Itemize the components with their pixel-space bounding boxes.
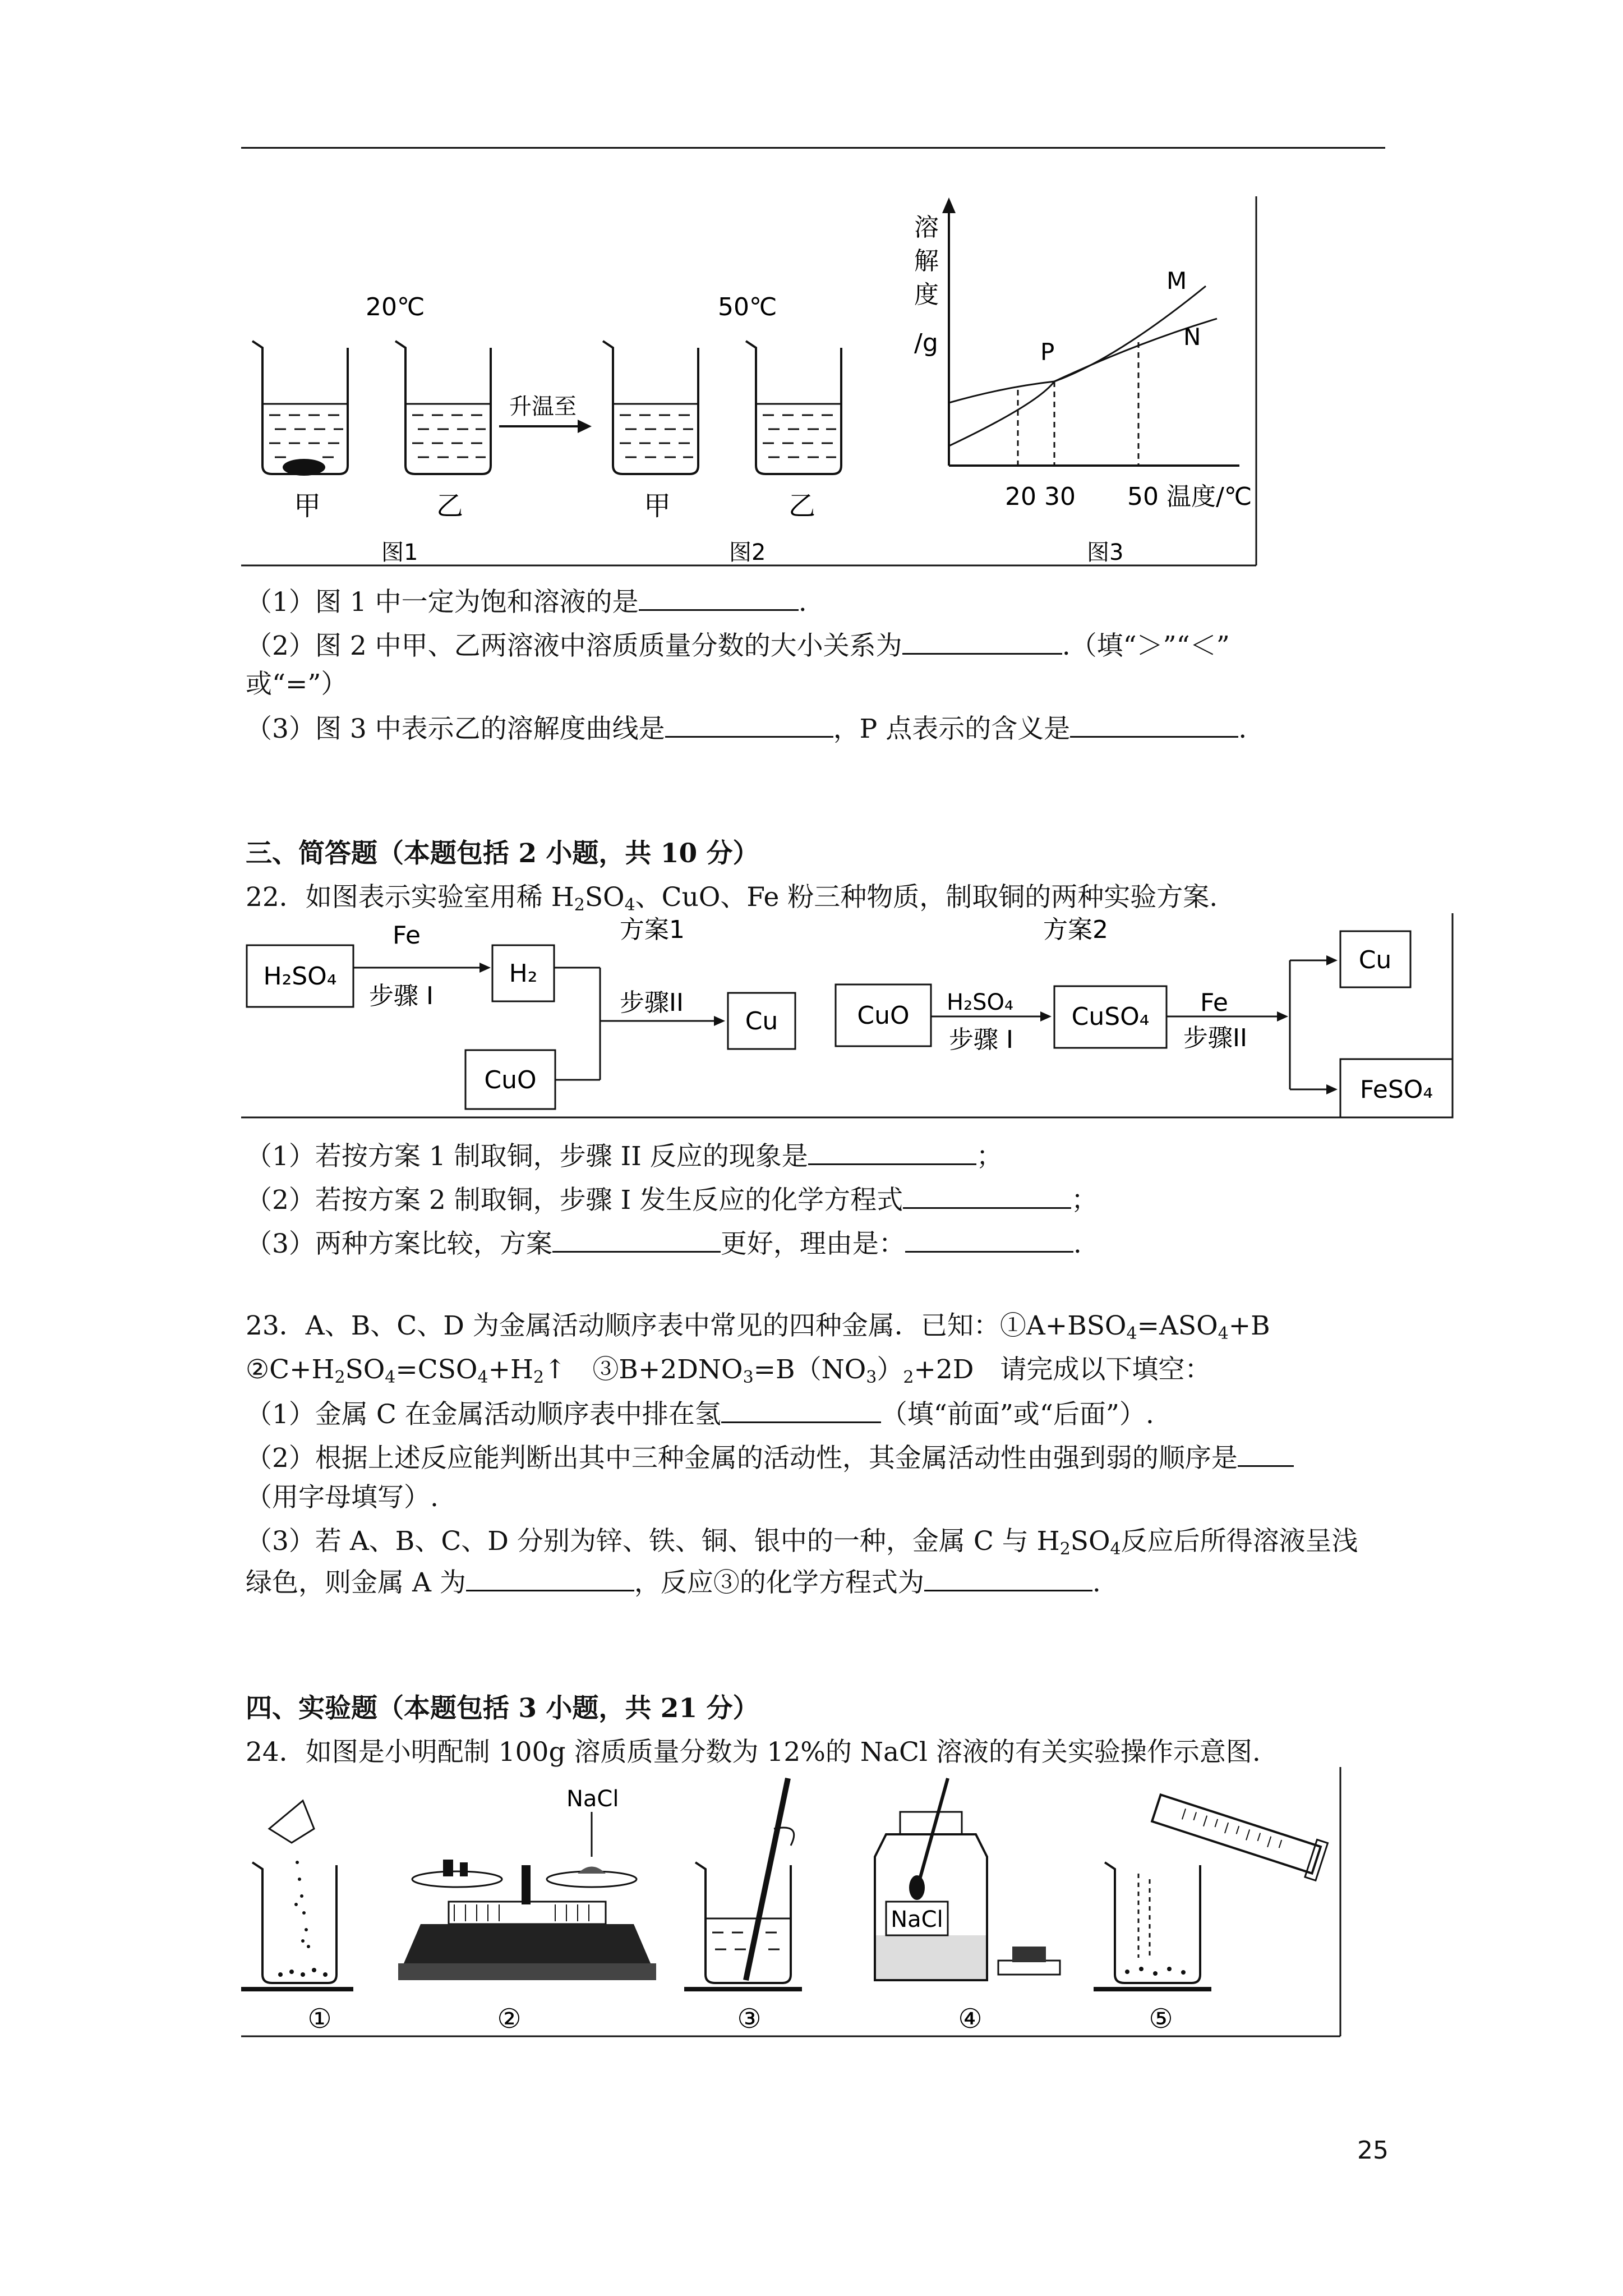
beaker-jia-1 bbox=[252, 341, 348, 476]
answer-blank[interactable] bbox=[639, 585, 799, 611]
page-number: 25 bbox=[1357, 2136, 1389, 2165]
answer-blank[interactable] bbox=[1070, 711, 1238, 738]
beaker-yi-2 bbox=[746, 341, 841, 474]
step-label-4: ④ bbox=[958, 2003, 983, 2035]
box-cu-2: Cu bbox=[1358, 946, 1392, 974]
box-cuo-2: CuO bbox=[857, 1001, 910, 1030]
q24-stem: 24．如图是小明配制 100g 溶质质量分数为 12%的 NaCl 溶液的有关实验操作示意图. bbox=[246, 1737, 1261, 1768]
graph-xticks: 20 30 bbox=[1005, 482, 1076, 511]
caption-fig1: 图1 bbox=[381, 540, 418, 565]
label-h2so4: H₂SO₄ bbox=[947, 990, 1014, 1015]
label-fe-1: Fe bbox=[393, 921, 421, 950]
q23-stem-1: 23．A、B、C、D 为金属活动顺序表中常见的四种金属．已知：$①A+BSO_4=ASO_4+B$ bbox=[246, 1310, 1270, 1343]
answer-blank[interactable] bbox=[902, 628, 1062, 655]
q23-part1: （1）金属 C 在金属活动顺序表中排在氢 （填“前面”或“后面”）. bbox=[246, 1397, 1154, 1432]
answer-blank[interactable] bbox=[903, 1182, 1071, 1209]
q23-part3-cont: 绿色，则金属 A 为 ，反应③的化学方程式为 . bbox=[246, 1565, 1101, 1600]
label-step1-b: 步骤 I bbox=[949, 1025, 1013, 1054]
q22-part3: （3）两种方案比较，方案 更好，理由是： . bbox=[246, 1226, 1082, 1261]
graph-ylabel-1: 溶 bbox=[914, 213, 939, 242]
answer-blank[interactable] bbox=[721, 1397, 881, 1423]
q22-part2: （2）若按方案 2 制取铜，步骤 I 发生反应的化学方程式 ； bbox=[246, 1182, 1098, 1217]
point-p-label: P bbox=[1040, 338, 1055, 366]
graph-xtick-50: 50 bbox=[1127, 482, 1159, 511]
heating-arrow-label: 升温至 bbox=[509, 394, 577, 420]
label-step2-a: 步骤II bbox=[620, 988, 684, 1017]
label-step1-a: 步骤 I bbox=[369, 982, 434, 1010]
q21-part1: （1）图 1 中一定为饱和溶液的是 . bbox=[246, 585, 807, 619]
answer-blank[interactable] bbox=[665, 711, 833, 738]
temp-20-label: 20℃ bbox=[366, 293, 425, 321]
label-step2-b: 步骤II bbox=[1183, 1024, 1247, 1052]
box-cuso4: CuSO₄ bbox=[1071, 1002, 1150, 1031]
answer-blank[interactable] bbox=[466, 1565, 634, 1591]
section-4-heading: 四、实验题（本题包括 3 小题，共 21 分） bbox=[246, 1693, 759, 1724]
box-h2so4: H₂SO₄ bbox=[263, 962, 337, 991]
q23-stem-2: $②C+H_2SO_4=CSO_4+H_2↑$ $③B+2DNO_3=B(NO_3)_2+2D$ 请完成以下填空： bbox=[246, 1354, 1211, 1387]
header-rule bbox=[241, 147, 1385, 149]
q21-part2-cont: 或“=”） bbox=[246, 669, 348, 700]
box-feso4: FeSO₄ bbox=[1359, 1075, 1433, 1104]
q21-part3: （3）图 3 中表示乙的溶解度曲线是 ，P 点表示的含义是 . bbox=[246, 711, 1247, 746]
step4-reagent-jar bbox=[875, 1778, 1060, 1980]
curve-m-label: M bbox=[1166, 267, 1187, 295]
graph-xlabel: 温度/℃ bbox=[1166, 482, 1252, 511]
jar-nacl-label: NaCl bbox=[891, 1907, 943, 1932]
beaker-label-jia-2: 甲 bbox=[643, 490, 671, 522]
step1-pour-solid bbox=[241, 1801, 353, 1991]
caption-fig3: 图3 bbox=[1087, 540, 1124, 565]
beaker-jia-2 bbox=[603, 341, 698, 474]
balance-nacl-label: NaCl bbox=[566, 1786, 619, 1812]
box-cuo-1: CuO bbox=[484, 1066, 537, 1094]
plan-2-label: 方案2 bbox=[1043, 915, 1108, 944]
step-label-1: ① bbox=[307, 2003, 332, 2035]
plan-1-label: 方案1 bbox=[620, 915, 685, 944]
temp-50-label: 50℃ bbox=[718, 293, 777, 321]
beaker-label-yi-2: 乙 bbox=[788, 490, 816, 522]
box-cu-1: Cu bbox=[745, 1007, 778, 1036]
solubility-graph bbox=[914, 197, 1252, 511]
caption-fig2: 图2 bbox=[729, 540, 766, 565]
curve-n bbox=[949, 319, 1217, 403]
curve-n-label: N bbox=[1183, 323, 1201, 351]
step3-stir bbox=[684, 1778, 802, 1991]
curve-m bbox=[949, 286, 1206, 446]
answer-blank[interactable] bbox=[808, 1139, 976, 1165]
answer-blank[interactable] bbox=[552, 1226, 721, 1253]
q23-part2-cont: （用字母填写）. bbox=[246, 1482, 439, 1513]
beaker-yi-1 bbox=[395, 341, 491, 474]
copper-flow-diagram bbox=[241, 909, 1464, 1122]
step-label-5: ⑤ bbox=[1149, 2003, 1173, 2035]
q21-part2: （2）图 2 中甲、乙两溶液中溶质质量分数的大小关系为 .（填“＞”“＜” bbox=[246, 628, 1230, 663]
label-fe-2: Fe bbox=[1200, 988, 1228, 1017]
solubility-figure bbox=[241, 191, 1267, 572]
box-h2: H₂ bbox=[509, 959, 538, 988]
step5-pour-water bbox=[1094, 1789, 1328, 1991]
q23-part2: （2）根据上述反应能判断出其中三种金属的活动性，其金属活动性由强到弱的顺序是 bbox=[246, 1441, 1294, 1475]
step2-balance bbox=[398, 1786, 656, 1980]
step-label-2: ② bbox=[497, 2003, 522, 2035]
graph-ylabel-2: 解 bbox=[914, 247, 939, 275]
beaker-label-jia-1: 甲 bbox=[293, 490, 321, 522]
graph-ylabel-3: 度 bbox=[914, 280, 939, 309]
answer-blank[interactable] bbox=[924, 1565, 1092, 1591]
section-3-heading: 三、简答题（本题包括 2 小题，共 10 分） bbox=[246, 838, 759, 869]
q23-part3: （3）若 A、B、C、D 分别为锌、铁、铜、银中的一种，金属 C 与 $H_2SO_4$反应后所得溶液呈浅 bbox=[246, 1526, 1358, 1559]
answer-blank[interactable] bbox=[905, 1226, 1073, 1253]
step-label-3: ③ bbox=[737, 2003, 762, 2035]
q22-part1: （1）若按方案 1 制取铜，步骤 II 反应的现象是 ； bbox=[246, 1139, 1003, 1174]
experiment-figure bbox=[241, 1767, 1352, 2059]
answer-blank[interactable] bbox=[1238, 1441, 1294, 1467]
graph-ylabel-4: /g bbox=[914, 329, 938, 357]
beaker-label-yi-1: 乙 bbox=[436, 490, 464, 522]
q22-stem: 22．如图表示实验室用稀 $H_2SO_4$、CuO、Fe 粉三种物质，制取铜的两种实验方案. bbox=[246, 882, 1218, 915]
